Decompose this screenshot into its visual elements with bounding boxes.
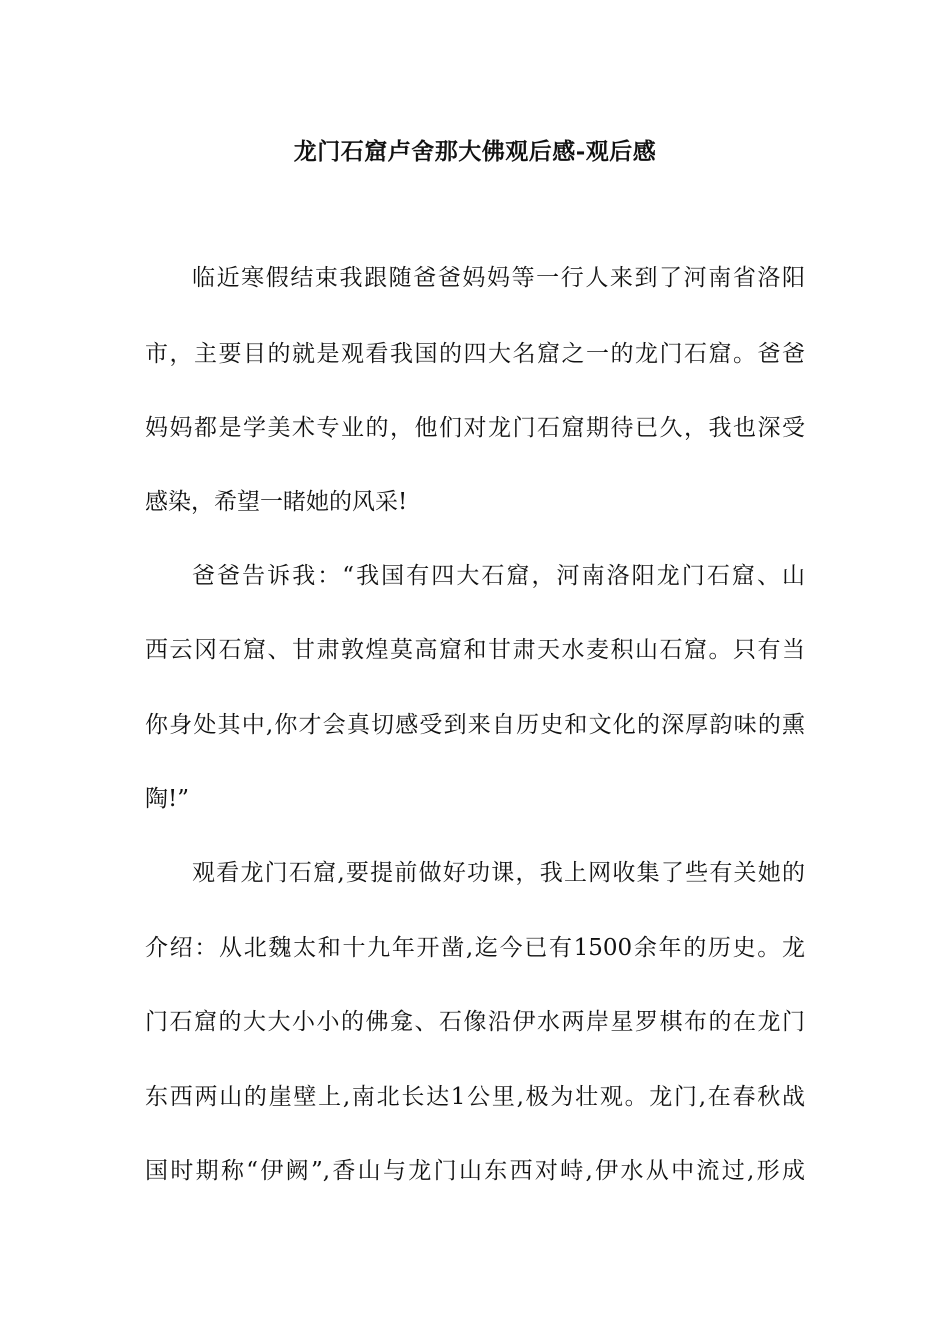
paragraph-2-line-2: 西云冈石窟、甘肃敦煌莫高窟和甘肃天水麦积山石窟。只有当 [145, 637, 805, 663]
paragraph-1-line-4: 感染，希望一睹她的风采! [145, 489, 408, 515]
paragraph-3-line-2: 介绍：从北魏太和十九年开凿,迄今已有1500余年的历史。龙 [145, 935, 805, 961]
paragraph-3-line-3: 门石窟的大大小小的佛龛、石像沿伊水两岸星罗棋布的在龙门 [145, 1009, 805, 1035]
paragraph-3-line-1: 观看龙门石窟,要提前做好功课，我上网收集了些有关她的 [192, 860, 805, 886]
paragraph-1-line-1: 临近寒假结束我跟随爸爸妈妈等一行人来到了河南省洛阳 [192, 265, 805, 291]
paragraph-1-line-2: 市，主要目的就是观看我国的四大名窟之一的龙门石窟。爸爸 [145, 341, 805, 367]
paragraph-3-line-5: 国时期称“伊阙”,香山与龙门山东西对峙,伊水从中流过,形成 [145, 1158, 805, 1184]
paragraph-3-line-4: 东西两山的崖壁上,南北长达1公里,极为壮观。龙门,在春秋战 [145, 1084, 805, 1110]
paragraph-2-line-1: 爸爸告诉我：“我国有四大石窟，河南洛阳龙门石窟、山 [192, 563, 805, 589]
paragraph-2-line-4: 陶!” [145, 786, 190, 812]
paragraph-2-line-3: 你身处其中,你才会真切感受到来自历史和文化的深厚韵味的熏 [145, 712, 805, 738]
document-title: 龙门石窟卢舍那大佛观后感-观后感 [293, 138, 657, 165]
paragraph-1-line-3: 妈妈都是学美术专业的，他们对龙门石窟期待已久，我也深受 [145, 415, 805, 441]
